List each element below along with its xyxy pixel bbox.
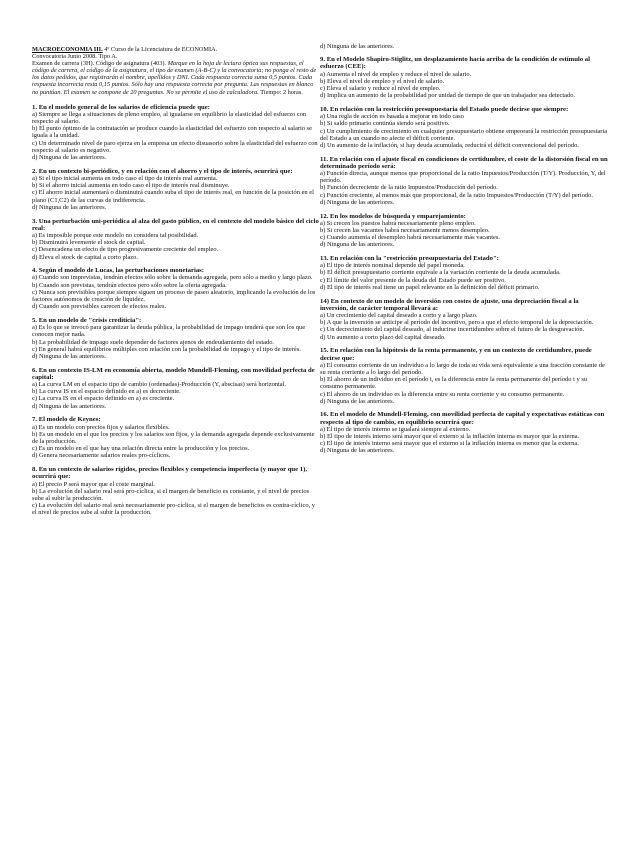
question-stem: 10. En relación con la restricción presupuestaria del Estado puede decirse que siempre: xyxy=(320,105,569,113)
answer-option: a) Si crecen los puestos habrá necesariamente pleno empleo. xyxy=(320,219,476,227)
right-column xyxy=(320,43,608,461)
exam-subtitle: 4º Curso de la Licenciatura de ECONOMIA. xyxy=(104,46,218,53)
answer-option: b) El punto óptimo de la contratación se produce cuando la elasticidad del esfuerzo con respecto al salario se iguala a la unidad. xyxy=(32,125,312,140)
question-item xyxy=(32,367,320,410)
answer-option: a) Una regla de acción es basada a mejorar en todo caso xyxy=(320,113,464,121)
answer-option: a) El consumo corriente de un individuo a lo largo de toda su vida será equivalente a una fracción constante de su renta corriente a lo largo del período. xyxy=(320,361,605,376)
question-stem: 15. En relación con la hipótesis de la renta permanente, y en un contexto de certidumbre, puede decirse que: xyxy=(320,347,592,362)
question-item xyxy=(320,411,608,454)
question-stem: 5. En un modelo de "crisis crediticia": xyxy=(32,316,142,324)
answer-option: c) Un decrecimiento del capital deseado, al inducirse incertidumbre sobre el futuro de la desgravación. xyxy=(320,326,585,334)
question-stem: 13. En relación con la "restricción presupuestaria del Estado": xyxy=(320,255,499,263)
answer-option: d) Ninguna de las anteriores. xyxy=(32,154,107,162)
answer-option: d) Implica un aumento de la probabilidad por unidad de tiempo de que un trabajador sea detectado. xyxy=(320,92,576,100)
question-item xyxy=(320,213,608,249)
answer-option: c) El ahorro de un individuo es la diferencia entre su renta corriente y su consumo permanente. xyxy=(320,390,565,398)
answer-option: d) Ninguna de las anteriores. xyxy=(320,198,395,206)
answer-option: c) Cuando aumenta el desempleo habrá necesariamente más vacantes. xyxy=(320,234,500,242)
exam-header xyxy=(32,46,320,96)
question-stem: 11. En relación con el ajuste fiscal en condiciones de certidumbre, el coste de la distorsión fiscal en un determinado período será: xyxy=(320,155,608,170)
answer-option: a) El tipo de interés nominal depende del papel moneda. xyxy=(320,262,465,270)
answer-option: d) Ninguna de las anteriores. xyxy=(320,447,395,455)
question-item xyxy=(32,466,320,516)
answer-option: b) El déficit presupuestario corriente equivale a la variación corriente de la deuda acumulada. xyxy=(320,269,561,277)
exam-title: MACROECONOMIA III. xyxy=(32,46,103,53)
question-item xyxy=(32,416,320,459)
left-column xyxy=(32,46,320,523)
answer-option: c) En general habrá equilibrios múltiples con relación con la probabilidad de impago y el tipo de interés. xyxy=(32,345,301,353)
answer-option: c) La curva IS en el espacio definido en a) es creciente. xyxy=(32,395,175,403)
question-stem: 12. En los modelos de búsqueda y emparejamiento: xyxy=(320,212,466,220)
question-item xyxy=(32,168,320,211)
question-stem: 4. Según el modelo de Lucas, las perturbaciones monetarias: xyxy=(32,267,205,275)
answer-option: d) Un aumento de la inflación, si hay deuda acumulada, reducirá el déficit convencional del período. xyxy=(320,141,579,149)
question-continuation: d) Ninguna de las anteriores. xyxy=(320,43,395,50)
answer-option: c) Función creciente, al menos más que proporcional, de la ratio Impuestos/Producción (T/Y) del período. xyxy=(320,191,593,199)
answer-option: d) Eleva el stock de capital a corto plazo. xyxy=(32,253,138,261)
answer-option: a) El precio P será mayor que el coste marginal. xyxy=(32,480,155,488)
answer-option: d) El tipo de interés real tiene un papel relevante en la definición del déficit primario. xyxy=(320,283,540,291)
answer-option: b) Cuando son previstas, tendrán efectos pero sólo sobre la oferta agregada. xyxy=(32,281,227,289)
answer-option: a) Cuando son imprevistas, tendrán efectos sólo sobre la demanda agregada, pero sólo a medio y largo plazo. xyxy=(32,274,313,282)
answer-option: c) El ahorro inicial aumentará o disminuirá cuando suba el tipo de interés real, en función de la posición en el plano (C1,C2) de las curvas de indiferencia. xyxy=(32,189,314,204)
question-stem: 7. El modelo de Keynes: xyxy=(32,416,101,424)
question-item xyxy=(320,56,608,99)
question-stem: 8. En un contexto de salarios rígidos, precios flexibles y competencia imperfecta (y mayor que 1), ocurrirá que: xyxy=(32,466,308,481)
answer-option: a) Es lo que se invocó para garantizar la deuda pública, la probabilidad de impago tenderá que son los que conocen mejor nada. xyxy=(32,324,306,339)
question-item xyxy=(320,298,608,341)
answer-option: c) El tipo de interés interno será mayor que el externo si la inflación interna es menor que la externa. xyxy=(320,440,579,448)
question-stem: 14) En contexto de un modelo de inversión con costes de ajuste, una depreciación fiscal a la inversión, de carácter temporal llevará a: xyxy=(320,297,579,312)
answer-option: a) Función directa, aunque menos que proporcional de la ratio Impuestos/Producción (T/Y). Producción, Y, del período. xyxy=(320,170,606,185)
answer-option: a) Es imposible porque este modelo no considera tal posibilidad. xyxy=(32,231,199,239)
question-item xyxy=(320,347,608,405)
answer-option: d) Ninguna de las anteriores. xyxy=(320,397,395,405)
answer-option: a) Si el tipo inicial aumenta en todo caso el tipo de interés real aumenta. xyxy=(32,174,218,182)
exam-time: Tiempo: 2 horas. xyxy=(260,88,303,96)
question-item xyxy=(320,156,608,206)
answer-option: c) El límite del valor presente de la deuda del Estado puede ser positivo. xyxy=(320,276,506,284)
question-list-right xyxy=(320,56,608,454)
question-item xyxy=(32,104,320,162)
answer-option: d) Ninguna de las anteriores. xyxy=(32,352,107,360)
answer-option: d) Ninguna de las anteriores. xyxy=(32,203,107,211)
question-stem: 2. En un contexto bi-periódico, y en relación con el ahorro y el tipo de interés, ocurrirá que: xyxy=(32,167,293,175)
question-item xyxy=(32,218,320,261)
answer-option: b) Disminuirá levemente el stock de capital. xyxy=(32,239,146,247)
answer-option: b) Si saldo primario continúa siendo será positivo. xyxy=(320,120,450,128)
question-stem: 6. En un contexto IS-LM en economía abierta, modelo Mundell-Fleming, con movilidad perfecta de capital: xyxy=(32,366,315,381)
answer-option: a) El tipo de interés interno se igualará siempre al externo. xyxy=(320,425,471,433)
answer-option: b) Si crecen las vacantes habrá necesariamente menos desempleo. xyxy=(320,226,490,234)
answer-option: b) El tipo de interés interno será mayor que el externo si la inflación interna es mayor que la externa. xyxy=(320,433,580,441)
answer-option: d) Ninguna de las anteriores. xyxy=(32,402,107,410)
answer-option: b) El ahorro de un individuo en el período t, es la diferencia entre la renta permanente del período t y su consumo permanente. xyxy=(320,376,588,391)
answer-option: d) Cuando son previsibles carecen de efectos reales. xyxy=(32,303,167,311)
question-stem: 3. Una perturbación uni-periódica al alza del gasto público, en el contexto del modelo básico del ciclo real: xyxy=(32,217,319,232)
question-item xyxy=(32,317,320,360)
answer-option: a) Siempre se llega a situaciones de pleno empleo, al igualarse en equilibrio la elasticidad del esfuerzo con respecto al salario. xyxy=(32,110,307,126)
answer-option: b) Eleva el nivel de empleo y el nivel de salario. xyxy=(320,77,445,85)
answer-option: a) Un crecimiento del capital deseado a corto y a largo plazo. xyxy=(320,312,478,319)
question-item xyxy=(320,255,608,291)
answer-option: a) Aumenta el nivel de empleo y reduce el nivel de salario. xyxy=(320,70,472,78)
answer-option: c) Un cumplimiento de crecimiento en cualquier presupuestario obtiene empeorará la restricción presupuestaria del Estado a un cuando no afecte el déficit corriente. xyxy=(320,127,608,142)
question-item xyxy=(320,106,608,149)
question-stem: 16. En el modelo de Mundell-Fleming, con movilidad perfecta de capital y expectativas estáticas con respecto al tipo de cambio, en equilibrio ocurrirá que: xyxy=(320,411,605,426)
answer-option: d) Ninguna de las anteriores. xyxy=(320,241,395,249)
answer-option: b) Función decreciente de la ratio Impuestos/Producción del período. xyxy=(320,184,498,192)
answer-option: b) A que la inversión se anticipe al período del incentivo, pero a que el efecto temporal de la depreciación. xyxy=(320,319,594,327)
answer-option: b) Es un modelo en el que los precios y los salarios son fijos, y la demanda agregada depende exclusivamente de la producción. xyxy=(32,430,315,445)
answer-option: d) Un aumento a corto plazo del capital deseado. xyxy=(320,333,446,341)
question-stem: 9. En el Modelo Shapiro-Stiglitz, un desplazamiento hacia arriba de la condición de estímulo al esfuerzo (CEE): xyxy=(320,56,590,71)
exam-instructions: Marque en la hoja de lectura óptica sus respuestas, el código de carrera, el código de la asignatura, el tipo de examen (A-B-C) y la convocatoria; no ponga el resto de los datos pedidos, que registrarán el nombre, apellidos y DNI. Cada respuesta correcta suma 0,5 puntos. Cada respuesta incorrecta resta 0,15 puntos. Sólo hay una respuesta correcta por pregunta. Las respuestas en blanco no puntúan. El examen se compone de 20 preguntas. No se permite el uso de calculadora. xyxy=(32,60,317,96)
question-stem: 1. En el modelo general de los salarios de eficiencia puede que: xyxy=(32,103,210,111)
answer-option: c) Nunca son previsibles porque siempre siguen un proceso de paseo aleatorio, implicando la evolución de los factores autónomos de creación de liquidez. xyxy=(32,288,316,304)
answer-option: b) La probabilidad de impago suele depender de factores ajenos de endeudamiento del estado. xyxy=(32,338,275,346)
answer-option: c) Es un modelo en el que hay una relación directa entre la producción y los precios. xyxy=(32,445,250,453)
exam-codes: Examen de carrera (3H). Código de asignatura (403). xyxy=(32,60,167,68)
answer-option: a) Es un modelo con precios fijos y salarios flexibles. xyxy=(32,423,170,431)
question-item xyxy=(32,267,320,310)
answer-option: c) Eleva el salario y reduce el nivel de empleo. xyxy=(320,85,441,93)
answer-option: a) La curva LM en el espacio tipo de cambio (ordenadas)-Producción (Y, abscisas) será horizontal. xyxy=(32,381,287,389)
question-list-left xyxy=(32,104,320,517)
answer-option: b) La evolución del salario real será pro-cíclica, si el margen de beneficio es constante, y el nivel de precios sube al subir la producción. xyxy=(32,487,310,502)
answer-option: b) La curva IS en el espacio definido en a) es decreciente. xyxy=(32,388,181,396)
answer-option: b) Si el ahorro inicial aumenta en todo caso el tipo de interés real disminuye. xyxy=(32,182,230,190)
answer-option: c) La evolución del salario real será necesariamente pro-cíclica, si el margen de beneficios es contra-cíclico, y el nivel de precios sube al subir la producción. xyxy=(32,502,315,517)
answer-option: d) Genera necesariamente salarios reales pro-cíclicos. xyxy=(32,452,171,460)
answer-option: c) Desencadena un efecto de tipo progresivamente creciente del empleo. xyxy=(32,246,219,254)
exam-session: Convocatoria Junio 2008. Tipo A. xyxy=(32,53,118,61)
answer-option: c) Un determinado nivel de paro ejerza en la empresa un efecto disuasorio sobre la elasticidad del esfuerzo con respecto al salario es negativo. xyxy=(32,139,318,154)
